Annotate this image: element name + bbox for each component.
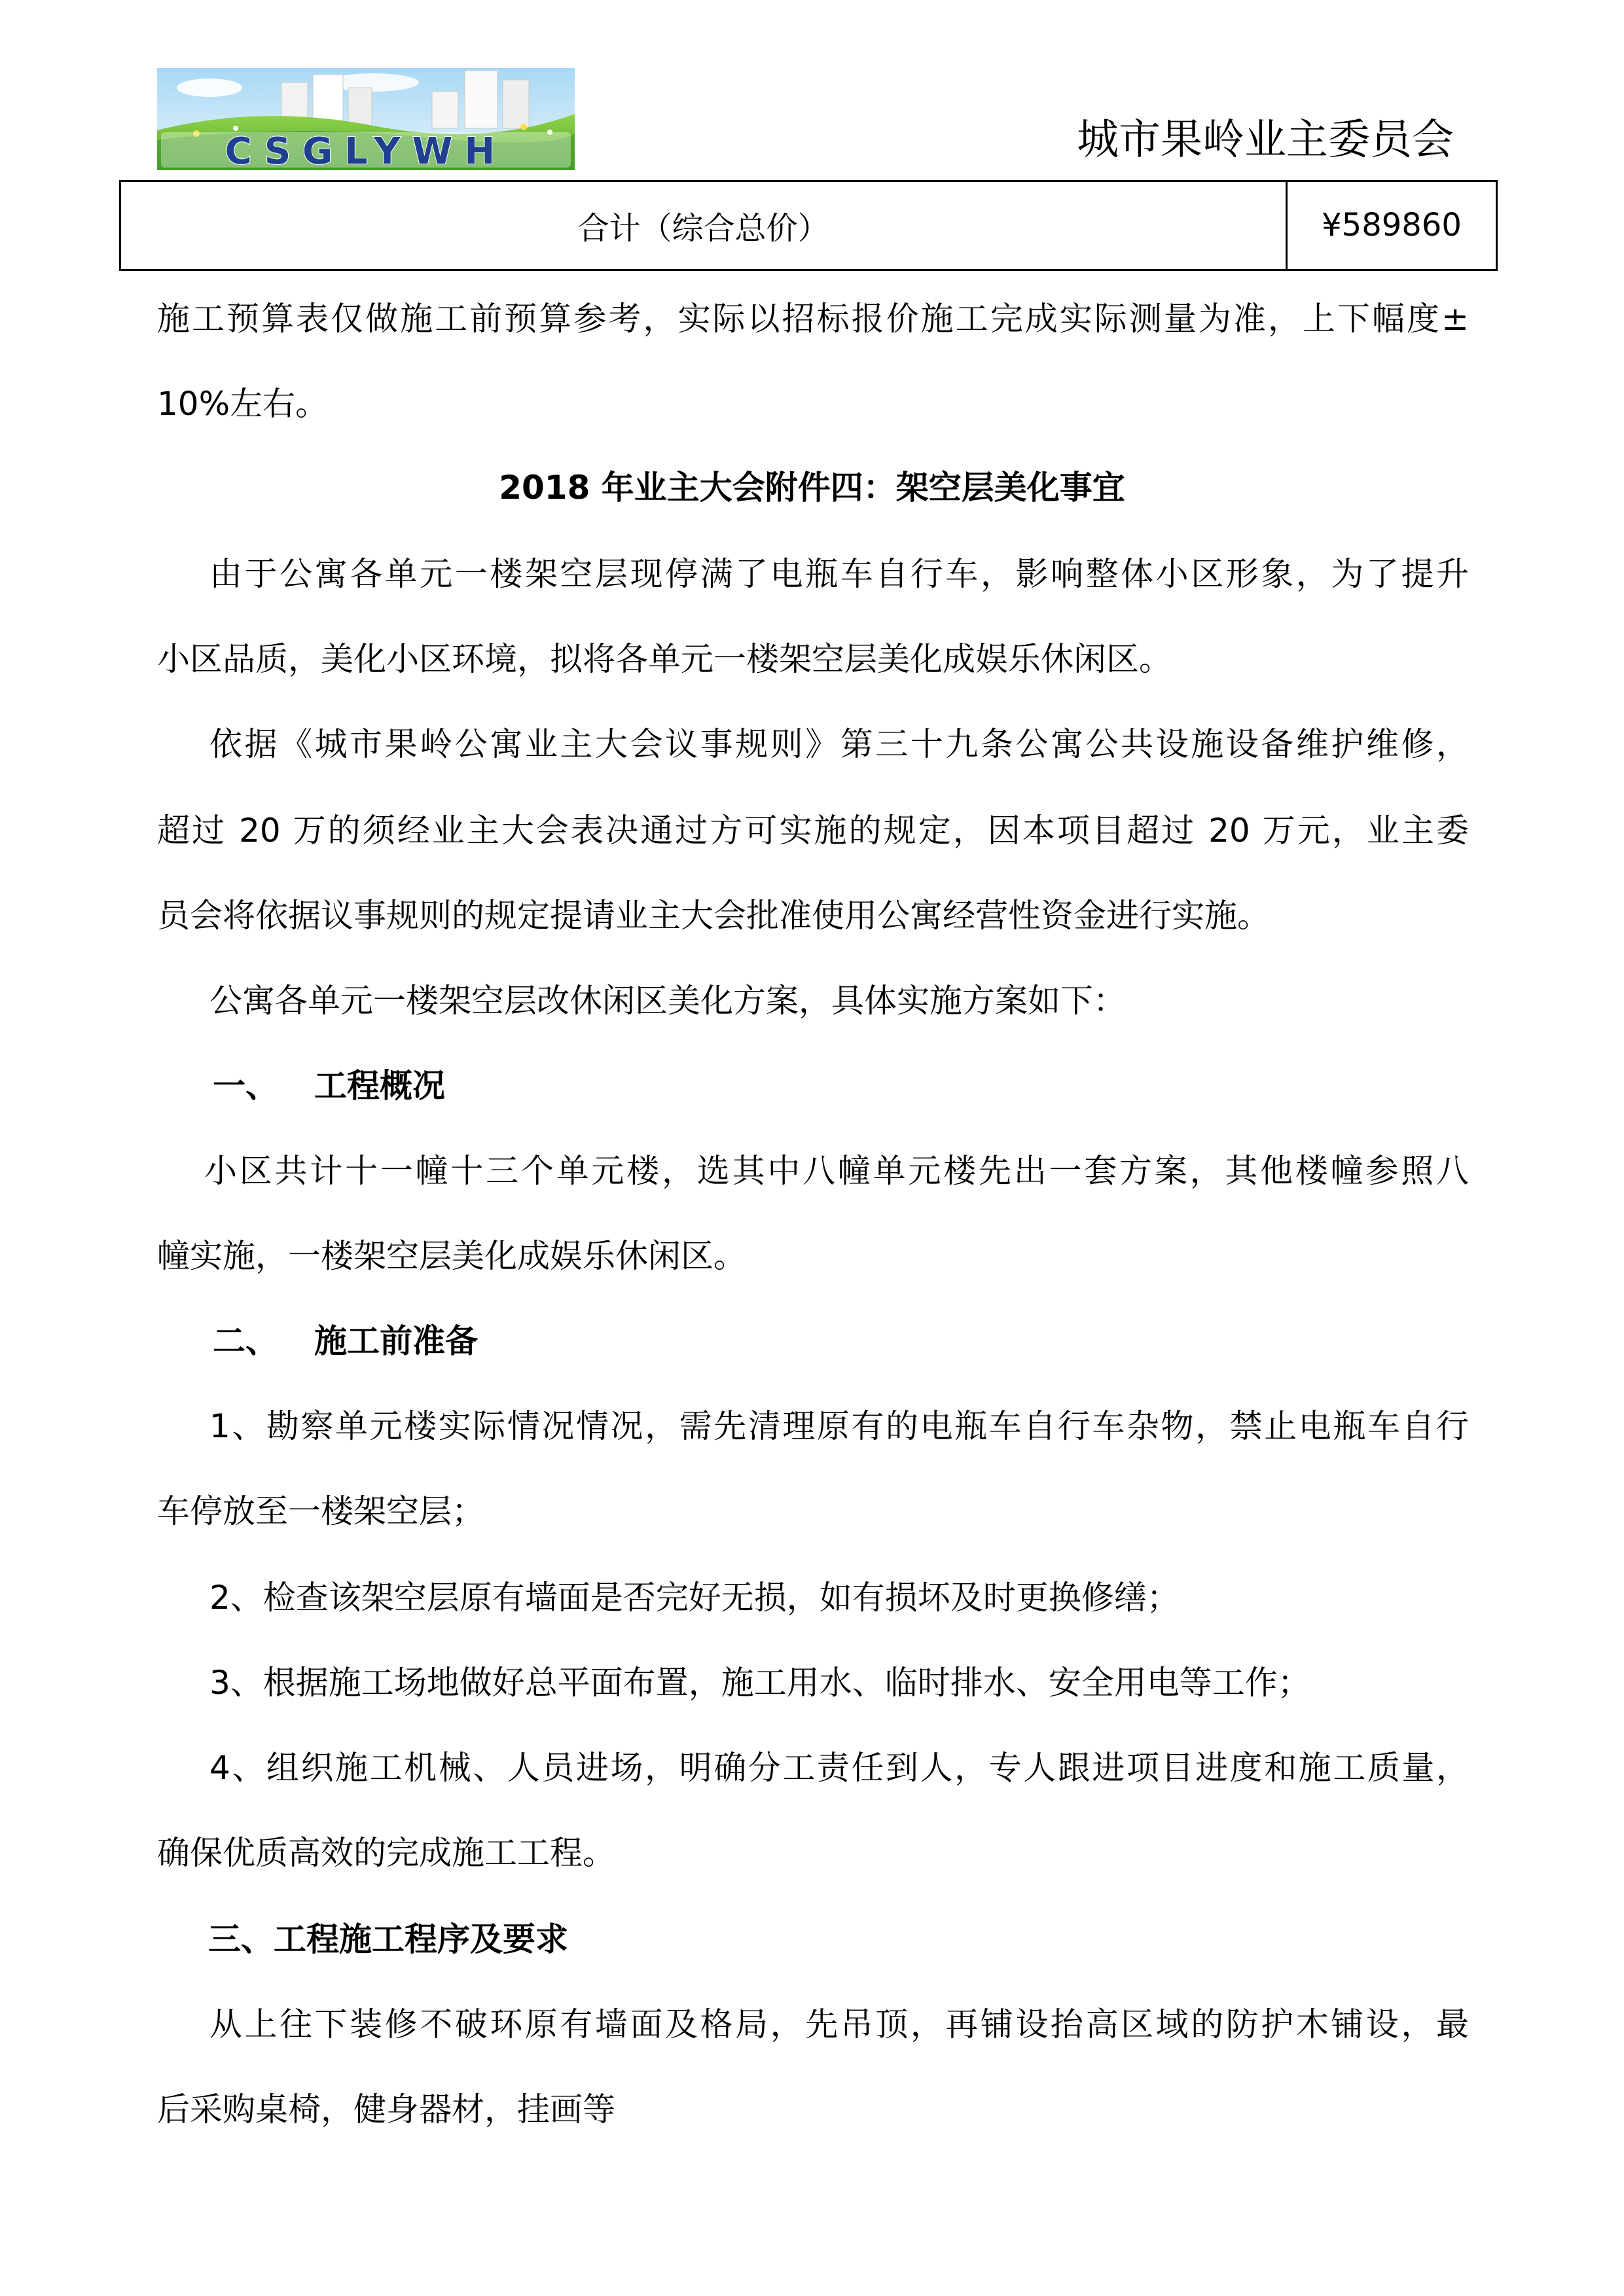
section-title: 2018 年业主大会附件四：架空层美化事宜: [499, 469, 1125, 507]
basis-line-1: 依据《城市果岭公寓业主大会议事规则》第三十九条公寓公共设施设备维护维修，: [209, 725, 1469, 763]
part2-item4-line-1: 4、组织施工机械、人员进场，明确分工责任到人，专人跟进项目进度和施工质量，: [209, 1749, 1469, 1787]
budget-note-line-1: 施工预算表仅做施工前预算参考，实际以招标报价施工完成实际测量为准，上下幅度±: [157, 300, 1469, 338]
part2-item1-line-2: 车停放至一楼架空层；: [157, 1492, 484, 1530]
logo-text: CSGLYWH: [225, 130, 507, 170]
intro-line-1: 由于公寓各单元一楼架空层现停满了电瓶车自行车，影响整体小区形象，为了提升: [209, 555, 1469, 593]
total-label: 合计（综合总价）: [121, 181, 1288, 269]
organization-name: 城市果岭业主委员会: [1077, 116, 1454, 164]
part3-line-2: 后采购桌椅，健身器材，挂画等: [157, 2090, 615, 2128]
basis-line-3: 员会将依据议事规则的规定提请业主大会批准使用公寓经营性资金进行实施。: [157, 897, 1270, 935]
part1-line-2: 幢实施，一楼架空层美化成娱乐休闲区。: [157, 1237, 746, 1275]
part2-number: 二、: [213, 1322, 278, 1360]
total-table: [119, 181, 1498, 271]
part3-line-1: 从上往下装修不破环原有墙面及格局，先吊顶，再铺设抬高区域的防护木铺设，最: [209, 2005, 1469, 2043]
part1-number: 一、: [213, 1067, 278, 1105]
basis-line-2: 超过 20 万的须经业主大会表决通过方可实施的规定，因本项目超过 20 万元，业主委: [157, 812, 1469, 850]
budget-note-line-2: 10%左右。: [157, 385, 329, 423]
part1-heading: 工程概况: [314, 1067, 445, 1105]
part3-heading: 三、工程施工程序及要求: [208, 1920, 568, 1958]
part2-item1-line-1: 1、勘察单元楼实际情况情况，需先清理原有的电瓶车自行车杂物，禁止电瓶车自行: [209, 1407, 1469, 1445]
total-value: ¥589860: [1322, 207, 1462, 243]
part2-item4-line-2: 确保优质高效的完成施工工程。: [157, 1834, 615, 1872]
plan-intro: 公寓各单元一楼架空层改休闲区美化方案，具体实施方案如下：: [209, 982, 1126, 1020]
part2-heading: 施工前准备: [314, 1322, 478, 1360]
intro-line-2: 小区品质，美化小区环境，拟将各单元一楼架空层美化成娱乐休闲区。: [157, 640, 1172, 678]
part1-line-1: 小区共计十一幢十三个单元楼，选其中八幢单元楼先出一套方案，其他楼幢参照八: [204, 1152, 1469, 1190]
logo: [157, 68, 575, 170]
part2-item2: 2、检查该架空层原有墙面是否完好无损，如有损坏及时更换修缮；: [209, 1579, 1180, 1617]
logo-graphic: [157, 68, 575, 170]
part2-item3: 3、根据施工场地做好总平面布置，施工用水、临时排水、安全用电等工作；: [209, 1664, 1310, 1702]
